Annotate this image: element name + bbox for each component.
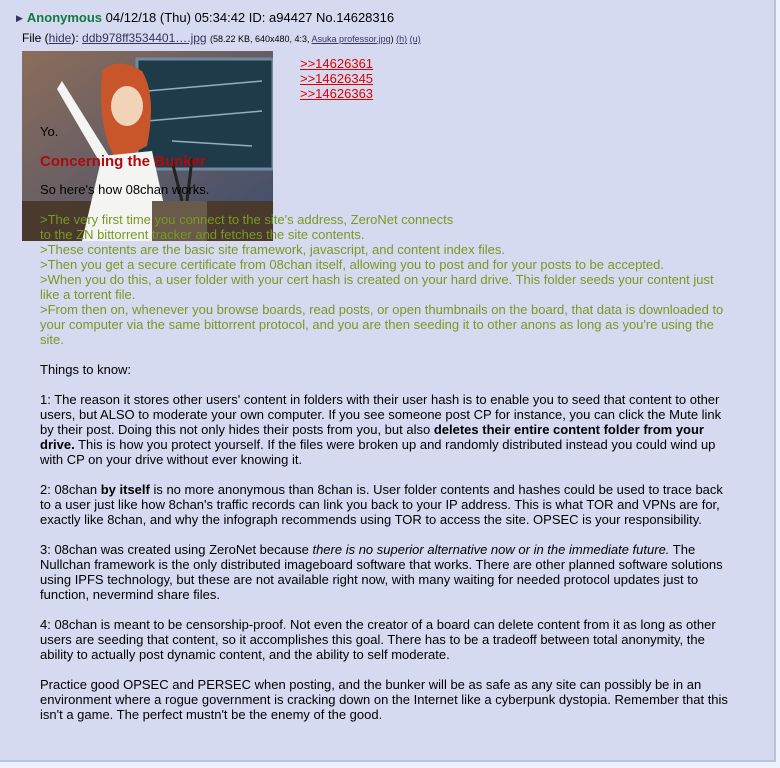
quote-link-1[interactable]: >>14626361 (300, 56, 374, 71)
file-name-link[interactable]: ddb978ff3534401….jpg (82, 31, 207, 45)
file-meta: (58.22 KB, 640x480, 4:3, Asuka professor.jpg) (h) (u) (209, 34, 421, 44)
post-text-things: Things to know: (40, 362, 132, 377)
post-text-yo: Yo. (40, 124, 59, 139)
file-u-link[interactable]: (u) (409, 34, 421, 44)
post-datetime: 04/12/18 (Thu) 05:34:42 (105, 10, 246, 25)
post-heading: Concerning the Bunker (40, 153, 206, 170)
greentext-line: >The very first time you connect to the site's address, ZeroNet connects (40, 212, 454, 227)
backlinks (300, 56, 373, 101)
post-point-2: 2: 08chan by itself is no more anonymous than 8chan is. User folder contents and hashes could be used to trace back to a user just like how 8chan's traffic records can link you back to your IP address. This is what TOR and VPNs are for, exactly like 8chan, and why the infograph recommends using TOR to access the site. OPSEC is your responsibility. (40, 482, 723, 527)
post-point-3: 3: 08chan was created using ZeroNet because there is no superior alternative now or in the immediate future. The Nullchan framework is the only distributed imageboard software that works. There are other planned software solutions using IPFS technology, but these are not available right now, with many waiting for needed protocol updates just to function, nevermind share files. (40, 542, 723, 602)
poster-id[interactable]: ID: a94427 (248, 10, 313, 25)
quote-link-2[interactable]: >>14626345 (300, 71, 374, 86)
greentext-line: >From then on, whenever you browse boards, read posts, or open thumbnails on the board, that data is downloaded to your computer via the same bittorrent protocol, and you are then seeding it to other anons as long as you're using the site. (40, 302, 724, 347)
poster-name: Anonymous (26, 10, 103, 25)
file-h-link[interactable]: (h) (396, 34, 408, 44)
original-filename-link[interactable]: Asuka professor.jpg (311, 34, 391, 44)
post-number[interactable]: No.14628316 (316, 10, 395, 25)
quote-link-3[interactable]: >>14626363 (300, 86, 374, 101)
post-point-4: 4: 08chan is meant to be censorship-proof. Not even the creator of a board can delete content from it as long as other users are seeding that content, so it accomplishes this goal. There has to be a tradeoff between total anonymity, the ability to actually post dynamic content, and the ability to self moderate. (40, 617, 716, 662)
greentext-line: >When you do this, a user folder with your cert hash is created on your hard drive. This folder seeds your content just like a torrent file. (40, 272, 714, 302)
greentext-line: >Then you get a secure certificate from 08chan itself, allowing you to post and for your posts to be accepted. (40, 257, 664, 272)
post-menu-arrow-icon[interactable]: ▶ (16, 13, 23, 23)
greentext-line: >These contents are the basic site framework, javascript, and content index files. (40, 242, 505, 257)
file-info: File (hide): ddb978ff3534401….jpg (58.22 KB, 640x480, 4:3, Asuka professor.jpg) (h) (u) (22, 31, 421, 45)
post-point-1: 1: The reason it stores other users' content in folders with their user hash is to enable you to seed that content to other users, but ALSO to moderate your own computer. If you see someone post CP for instance, you can click the Mute link by their post. Doing this not only hides their posts from you, but also deletes their entire content folder from your drive. This is how you protect yourself. If the files were broken up and randomly distributed instead you could wind up with CP on your drive without ever knowing it. (40, 392, 722, 467)
hide-file-link[interactable]: hide (48, 31, 72, 45)
greentext-line: to the ZN bittorrent tracker and fetches the site contents. (40, 227, 365, 242)
post-body (40, 124, 730, 722)
post-closing: Practice good OPSEC and PERSEC when posting, and the bunker will be as safe as any site can possibly be in an environment where a rogue government is cracking down on the Internet like a cyberpunk dystopia. Remember that this isn't a game. The perfect mustn't be the enemy of the good. (40, 677, 728, 722)
post-header (16, 10, 394, 25)
post-text-intro: So here's how 08chan works. (40, 182, 210, 197)
